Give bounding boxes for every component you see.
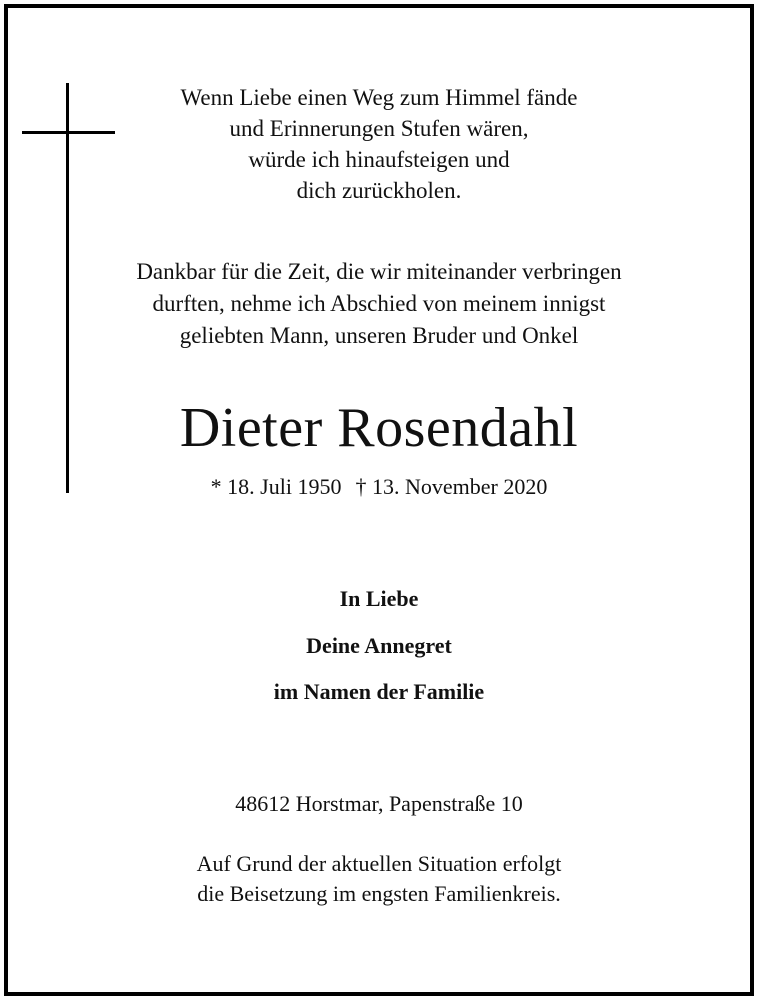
birth-date: * 18. Juli 1950: [210, 474, 342, 499]
signature-line-1: In Liebe: [339, 586, 419, 611]
poem-line: und Erinnerungen Stufen wären,: [229, 116, 529, 141]
deceased-name: Dieter Rosendahl: [179, 397, 579, 459]
intro-text: [0, 256, 758, 352]
poem-line: dich zurückholen.: [296, 178, 462, 203]
address: 48612 Horstmar, Papenstraße 10: [235, 791, 523, 816]
poem: [0, 82, 758, 206]
intro-line: geliebten Mann, unseren Bruder und Onkel: [179, 323, 579, 348]
signature-line-3: im Namen der Familie: [273, 679, 485, 704]
signature-line-2: Deine Annegret: [306, 633, 452, 658]
death-date: † 13. November 2020: [355, 474, 548, 499]
poem-line: Wenn Liebe einen Weg zum Himmel fände: [180, 85, 578, 110]
poem-line: würde ich hinaufsteigen und: [248, 147, 510, 172]
life-dates: [0, 473, 758, 501]
notice-line: die Beisetzung im engsten Familienkreis.: [197, 881, 561, 906]
intro-line: Dankbar für die Zeit, die wir miteinander verbringen: [136, 259, 622, 284]
funeral-notice: [0, 849, 758, 909]
intro-line: durften, nehme ich Abschied von meinem innigst: [152, 291, 606, 316]
notice-line: Auf Grund der aktuellen Situation erfolgt: [196, 851, 562, 876]
